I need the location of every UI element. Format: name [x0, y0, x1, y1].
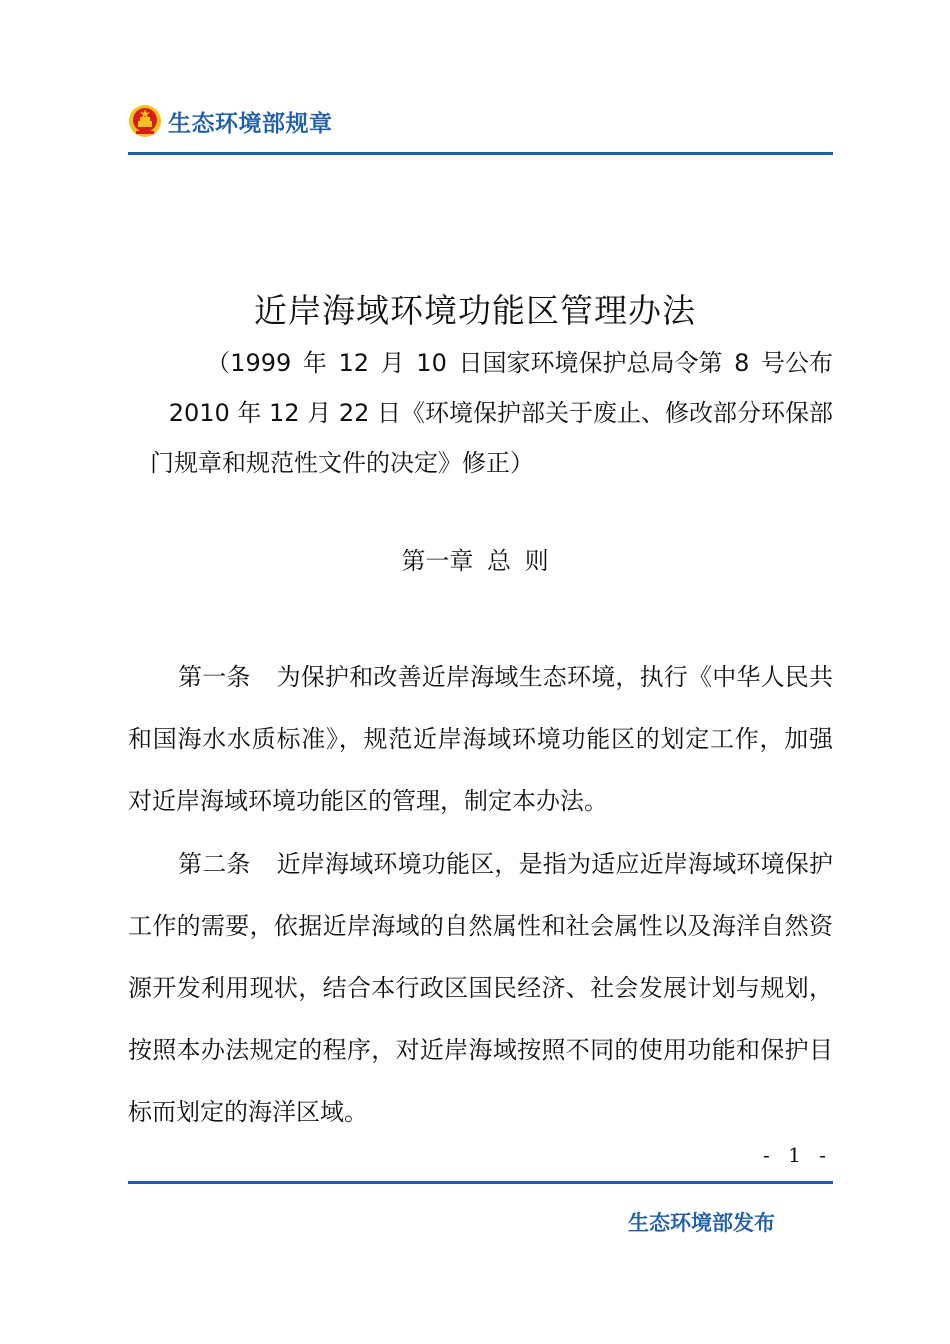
article-label: 第一条: [178, 663, 251, 691]
subtitle-line-2: 2010 年 12 月 22 日《环境保护部关于废止、修改部分环保部: [168, 399, 833, 427]
subtitle-line-3: 门规章和规范性文件的决定》修正）: [150, 449, 534, 477]
article-text: 为保护和改善近岸海域生态环境，执行《中华人民共和国海水水质标准》，规范近岸海域环境功能区的划定工作，加强对近岸海域环境功能区的管理，制定本办法。: [128, 663, 834, 815]
page-header: [128, 100, 333, 142]
article-2: [128, 833, 833, 1143]
chapter-heading: 第一章 总 则: [401, 547, 549, 575]
subtitle-line-1: （1999 年 12 月 10 日国家环境保护总局令第 8 号公布: [206, 349, 833, 377]
page-number: - 1 -: [763, 1143, 832, 1167]
article-text: 近岸海域环境功能区，是指为适应近岸海域环境保护工作的需要，依据近岸海域的自然属性和社会属性以及海洋自然资源开发利用现状，结合本行政区国民经济、社会发展计划与规划，按照本办法规定的程序，对近岸海域按照不同的使用功能和保护目标而划定的海洋区域。: [128, 850, 834, 1126]
document-title: 近岸海域环境功能区管理办法: [254, 291, 696, 330]
article-label: 第二条: [178, 850, 251, 878]
header-rule: [128, 152, 833, 155]
article-1: [128, 646, 833, 832]
header-title: 生态环境部规章: [168, 110, 333, 137]
footer-publisher: 生态环境部发布: [628, 1211, 775, 1235]
footer-rule: [128, 1181, 833, 1184]
national-emblem-icon: [128, 104, 162, 138]
